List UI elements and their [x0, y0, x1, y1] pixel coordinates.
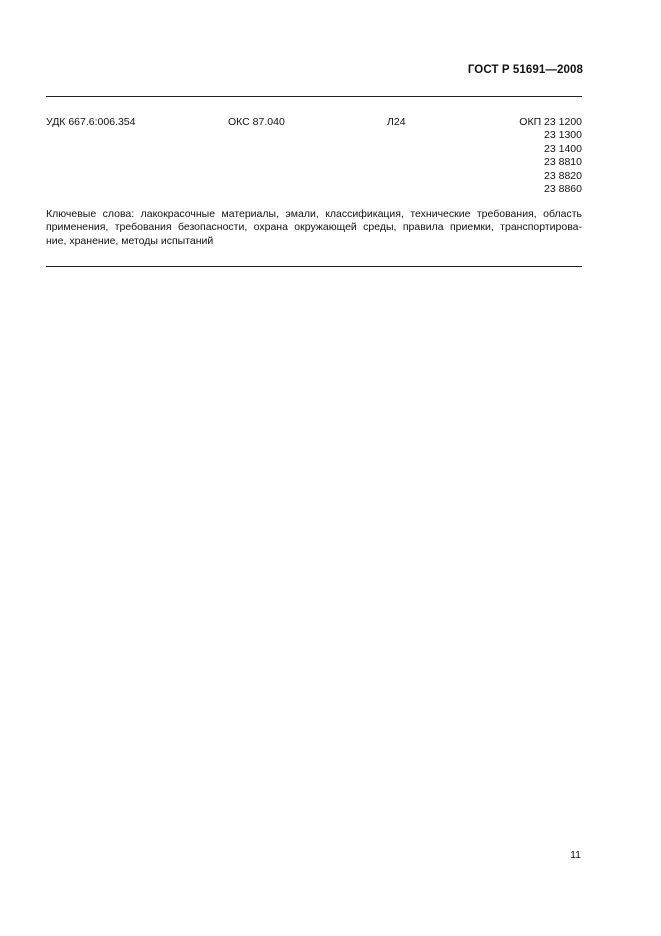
okp-code-line: ОКП 23 1200 — [519, 116, 582, 128]
okp-code-line: 23 8820 — [544, 169, 582, 182]
udk-code: УДК 667.6:006.354 — [46, 116, 136, 128]
keywords-paragraph — [46, 208, 582, 248]
top-divider — [46, 96, 582, 97]
okp-code-line: 23 1300 — [544, 129, 582, 142]
page-number: 11 — [570, 849, 581, 861]
classification-block — [46, 116, 582, 196]
oks-code: ОКС 87.040 — [228, 116, 285, 128]
okp-code-line: 23 1400 — [544, 142, 582, 155]
keywords-line: применения, требования безопасности, охрана окружающей среды, правила приемки, транспортирова- — [46, 221, 582, 234]
keywords-line: ние, хранение, методы испытаний — [46, 234, 214, 247]
group-code: Л24 — [387, 116, 406, 128]
keywords-line: Ключевые слова: лакокрасочные материалы, эмали, классификация, технические требования, область — [46, 208, 582, 220]
okp-codes — [519, 116, 582, 196]
bottom-divider — [46, 266, 582, 267]
okp-code-line: 23 8810 — [544, 156, 582, 169]
okp-code-line: 23 8860 — [544, 183, 582, 196]
standard-code: ГОСТ Р 51691—2008 — [467, 64, 583, 76]
